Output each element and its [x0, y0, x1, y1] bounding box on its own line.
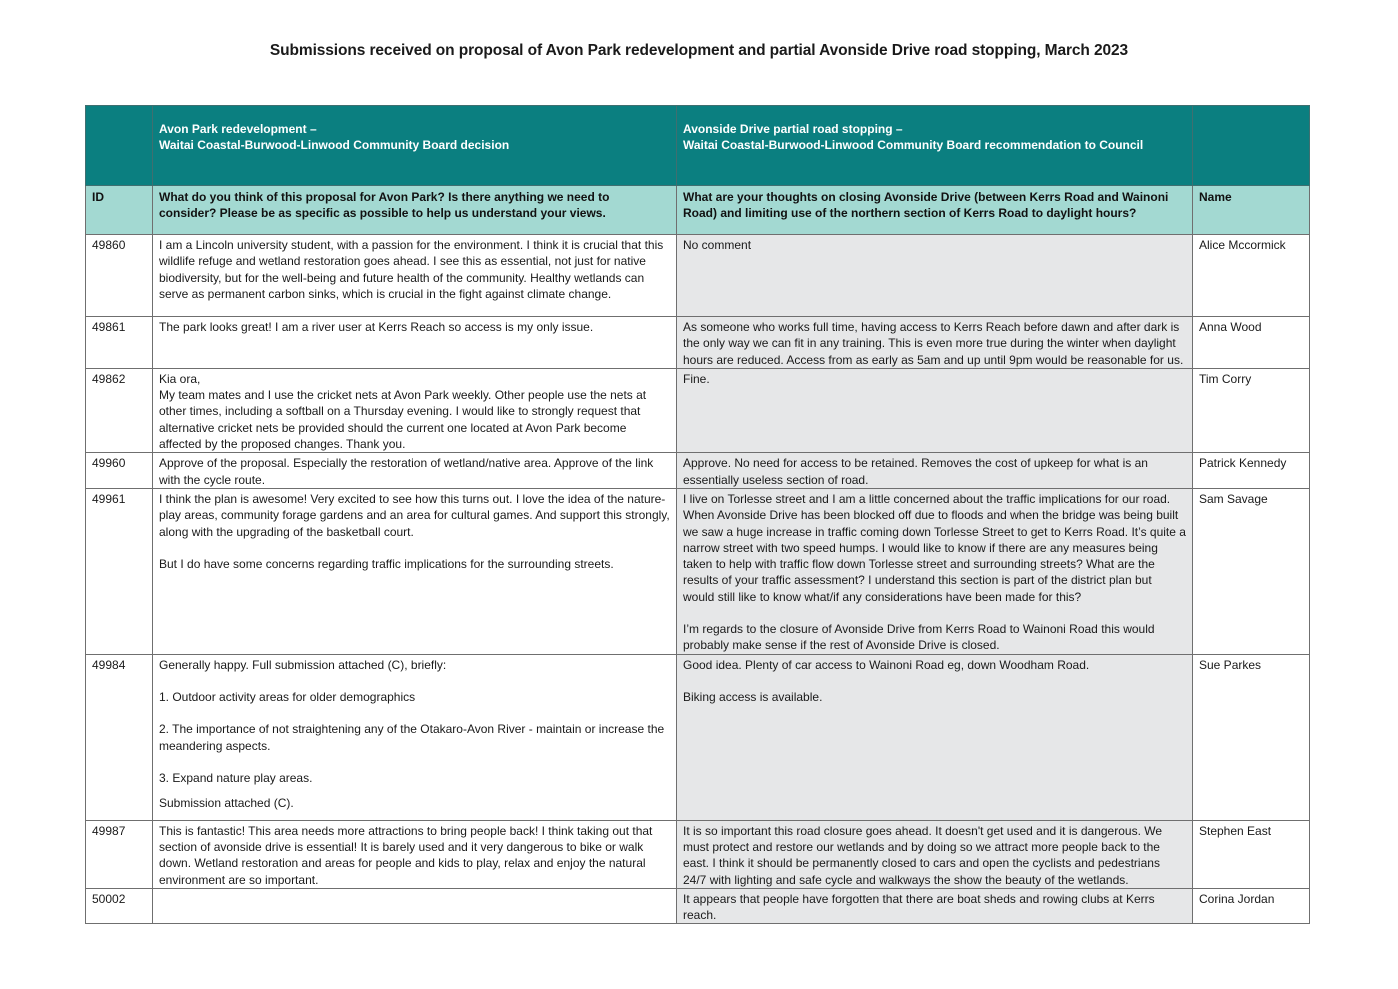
table-question-header: [86, 186, 1310, 235]
park-comment: The park looks great! I am a river user at Kerrs Reach so access is my only issue.: [153, 317, 677, 369]
name-column-header: Name: [1193, 186, 1310, 235]
park-comment-paragraph: But I do have some concerns regarding traffic implications for the surrounding streets.: [159, 556, 614, 571]
id-group-header: [86, 106, 153, 186]
road-comment-paragraph: I live on Torlesse street and I am a little concerned about the traffic implications for our road. When Avonside Drive has been blocked off due to floods and when the bridge was being built we saw a huge increase in traffic coming down Torlesse Street to get to Kerrs Road. It’s quite a narrow street with two speed humps. I would like to know if there are any measures being taken to help with traffic flow down Torlesse street and surrounding streets? What are the results of your traffic assessment? I understand this section is part of the district plan but would still like to know what/if any considerations have been made for this?: [683, 491, 1186, 604]
road-comment: As someone who works full time, having access to Kerrs Reach before dawn and after dark is the only way we can fit in any training. This is even more true during the winter when daylight hours are reduced. Access from as early as 5am and up until 9pm would be reasonable for us.: [677, 317, 1193, 369]
park-comment-paragraph: 2. The importance of not straightening any of the Otakaro-Avon River - maintain or increase the meandering aspects.: [159, 722, 665, 753]
table-row: [86, 488, 1310, 654]
road-comment: Approve. No need for access to be retained. Removes the cost of upkeep for what is an essentially useless section of road.: [677, 453, 1193, 489]
road-comment-paragraph: Biking access is available.: [683, 689, 823, 704]
table-row: [86, 820, 1310, 888]
park-comment: This is fantastic! This area needs more attractions to bring people back! I think taking out that section of avonside drive is essential! It is barely used and it very dangerous to bike or walk down. Wetland restoration and areas for people and kids to play, relax and enjoy the natural environment are so important.: [153, 820, 677, 888]
name-group-header: [1193, 106, 1310, 186]
submission-id: 49987: [86, 820, 153, 888]
road-comment: It appears that people have forgotten that there are boat sheds and rowing clubs at Kerrs reach.: [677, 888, 1193, 924]
park-comment-paragraph: Submission attached (C).: [159, 796, 294, 811]
submission-id: 49860: [86, 235, 153, 317]
park-question-header: What do you think of this proposal for Avon Park? Is there anything we need to consider? Please be as specific as possible to help us understand your views.: [153, 186, 677, 235]
submission-id: 49984: [86, 654, 153, 820]
table-row: [86, 453, 1310, 489]
submitter-name: Sam Savage: [1193, 488, 1310, 654]
park-comment-paragraph: 3. Expand nature play areas.: [159, 770, 313, 785]
road-comment-paragraph: I’m regards to the closure of Avonside Drive from Kerrs Road to Wainoni Road this would probably make sense if the rest of Avonside Drive is closed.: [683, 622, 1155, 653]
park-comment-paragraph: I think the plan is awesome! Very excited to see how this turns out. I love the idea of the nature-play areas, community forage gardens and an area for cultural games. And support this strongly, along with the upgrading of the basketball court.: [159, 491, 670, 539]
table-row: [86, 368, 1310, 452]
road-group-board: Waitai Coastal-Burwood-Linwood Community Board recommendation to Council: [683, 138, 1144, 153]
road-group-header: [677, 106, 1193, 186]
submitter-name: Alice Mccormick: [1193, 235, 1310, 317]
table-row: [86, 235, 1310, 317]
park-comment-greeting: Kia ora,: [159, 371, 201, 386]
park-group-board: Waitai Coastal-Burwood-Linwood Community Board decision: [159, 138, 510, 153]
submitter-name: Tim Corry: [1193, 368, 1310, 452]
road-comment: No comment: [677, 235, 1193, 317]
submitter-name: Stephen East: [1193, 820, 1310, 888]
submission-id: 49862: [86, 368, 153, 452]
submission-id: 50002: [86, 888, 153, 924]
park-comment-paragraph: 1. Outdoor activity areas for older demographics: [159, 689, 416, 704]
page-title: Submissions received on proposal of Avon Park redevelopment and partial Avonside Drive road stopping, March 2023: [269, 42, 1129, 59]
park-group-title: Avon Park redevelopment –: [159, 122, 317, 136]
id-column-header: ID: [86, 186, 153, 235]
park-comment: [153, 368, 677, 452]
submission-id: 49861: [86, 317, 153, 369]
road-comment: [677, 488, 1193, 654]
submitter-name: Sue Parkes: [1193, 654, 1310, 820]
table-row: [86, 654, 1310, 820]
road-group-title: Avonside Drive partial road stopping –: [683, 122, 903, 136]
park-comment-paragraph: Generally happy. Full submission attached (C), briefly:: [159, 657, 447, 672]
road-comment: [677, 654, 1193, 820]
park-group-header: [153, 106, 677, 186]
road-comment: It is so important this road closure goes ahead. It doesn't get used and it is dangerous. We must protect and restore our wetlands and by doing so we attract more people back to the east. I think it should be permanently closed to cars and open the cyclists and pedestrians 24/7 with lighting and safe cycle and walkways the show the beauty of the wetlands.: [677, 820, 1193, 888]
table-row: [86, 317, 1310, 369]
road-comment: Fine.: [677, 368, 1193, 452]
park-comment: I am a Lincoln university student, with a passion for the environment. I think it is crucial that this wildlife refuge and wetland restoration goes ahead. I see this as essential, not just for native biodiversity, but for the well-being and future health of the community. Healthy wetlands can serve as permanent carbon sinks, which is crucial in the fight against climate change.: [153, 235, 677, 317]
table-group-header: [86, 106, 1310, 186]
road-question-header: What are your thoughts on closing Avonside Drive (between Kerrs Road and Wainoni Road) and limiting use of the northern section of Kerrs Road to daylight hours?: [677, 186, 1193, 235]
submitter-name: Corina Jordan: [1193, 888, 1310, 924]
park-comment: Approve of the proposal. Especially the restoration of wetland/native area. Approve of the link with the cycle route.: [153, 453, 677, 489]
park-comment: [153, 654, 677, 820]
park-comment: [153, 488, 677, 654]
road-comment-paragraph: Good idea. Plenty of car access to Wainoni Road eg, down Woodham Road.: [683, 657, 1090, 672]
submitter-name: Patrick Kennedy: [1193, 453, 1310, 489]
park-comment: [153, 888, 677, 924]
submitter-name: Anna Wood: [1193, 317, 1310, 369]
table-row: [86, 888, 1310, 924]
submission-id: 49960: [86, 453, 153, 489]
submission-id: 49961: [86, 488, 153, 654]
park-comment-body: My team mates and I use the cricket nets at Avon Park weekly. Other people use the nets at other times, including a softball on a Thursday evening. I would like to strongly request that alternative cricket nets be provided should the current one located at Avon Park become affected by the proposed changes. Thank you.: [159, 388, 647, 452]
submissions-table: [85, 105, 1310, 924]
